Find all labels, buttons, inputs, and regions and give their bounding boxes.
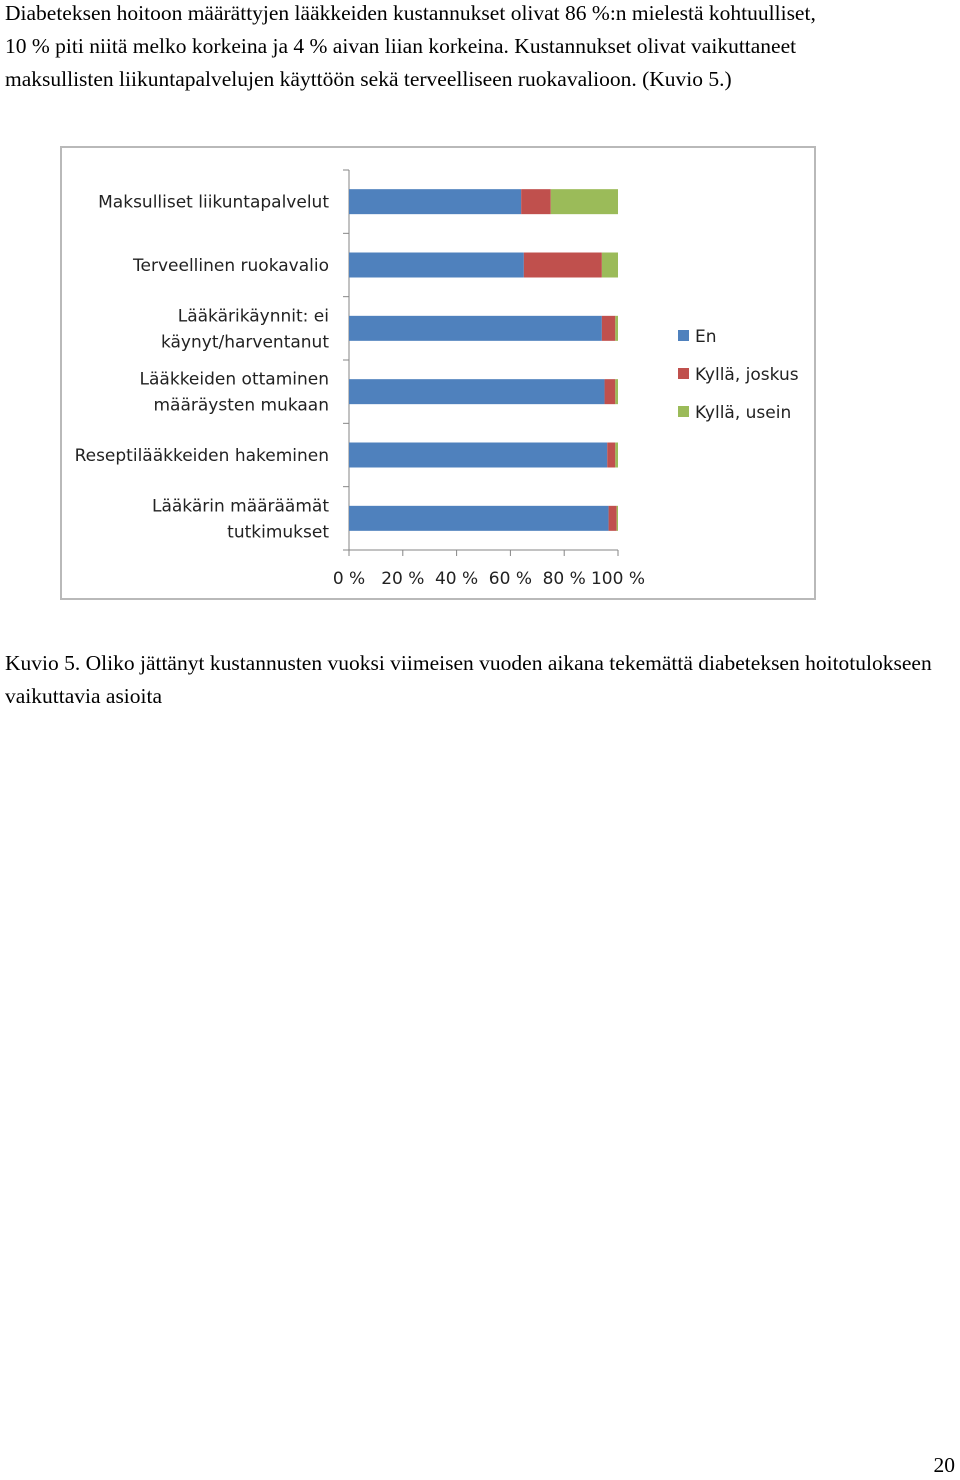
category-label: Lääkärin määräämät <box>151 496 329 517</box>
bar-segment-en <box>349 189 521 214</box>
bar-segment-kylla-usein <box>615 443 618 468</box>
x-tick-label: 20 % <box>381 569 425 589</box>
bar-segment-en <box>349 443 607 468</box>
legend-swatch-kylla-joskus <box>678 368 689 379</box>
bar-segment-kylla-usein <box>551 189 618 214</box>
x-tick-label: 0 % <box>332 569 366 589</box>
page-number: 20 <box>933 1453 955 1477</box>
intro-paragraph: Diabeteksen hoitoon määrättyjen lääkkeiden kustannukset olivat 86 %:n mielestä kohtuulliset, 10 % piti niitä melko korkeina ja 4 % aivan liian korkeina. Kustannukset olivat vaikuttaneet maksullisten liikuntapalvelujen käyttöön sekä terveelliseen ruokavalioon. (Kuvio 5.) <box>5 1 816 91</box>
bar-segment-kylla-joskus <box>605 379 616 404</box>
category-label: Terveellinen ruokavalio <box>133 256 329 276</box>
legend-swatch-kylla-usein <box>678 406 689 417</box>
stacked-bar-chart <box>62 148 814 598</box>
bar-segment-en <box>349 316 602 341</box>
x-tick-label: 60 % <box>488 569 533 589</box>
bar-segment-kylla-joskus <box>602 316 615 341</box>
legend-label: Kyllä, joskus <box>695 365 799 385</box>
bar-segment-kylla-usein <box>615 316 618 341</box>
category-label: Lääkärikäynnit: ei <box>177 306 329 327</box>
x-tick-label: 40 % <box>434 569 479 589</box>
legend-label: En <box>695 327 717 347</box>
category-label: tutkimukset <box>227 522 329 543</box>
category-label: Maksulliset liikuntapalvelut <box>98 192 329 213</box>
bar-segment-kylla-usein <box>617 506 618 531</box>
category-label: Reseptilääkkeiden hakeminen <box>74 446 329 466</box>
bar-segment-en <box>349 506 609 531</box>
x-tick-label: 100 % <box>590 569 646 589</box>
legend-label: Kyllä, usein <box>695 403 792 423</box>
category-label: Lääkkeiden ottaminen <box>139 369 329 390</box>
chart-frame <box>60 146 816 600</box>
bar-segment-en <box>349 253 524 278</box>
category-label: käynyt/harventanut <box>160 332 329 353</box>
bar-segment-kylla-usein <box>602 253 618 278</box>
bar-segment-kylla-joskus <box>607 443 615 468</box>
bar-segment-kylla-usein <box>615 379 618 404</box>
legend-swatch-en <box>678 330 689 341</box>
category-label: määräysten mukaan <box>153 395 329 416</box>
bar-segment-kylla-joskus <box>524 253 602 278</box>
x-tick-label: 80 % <box>542 569 586 589</box>
bar-segment-kylla-joskus <box>609 506 617 531</box>
bar-segment-en <box>349 379 605 404</box>
figure-caption: Kuvio 5. Oliko jättänyt kustannusten vuoksi viimeisen vuoden aikana tekemättä diabeteksen hoitotulokseen vaikuttavia asioita <box>5 651 932 708</box>
bar-segment-kylla-joskus <box>521 189 551 214</box>
